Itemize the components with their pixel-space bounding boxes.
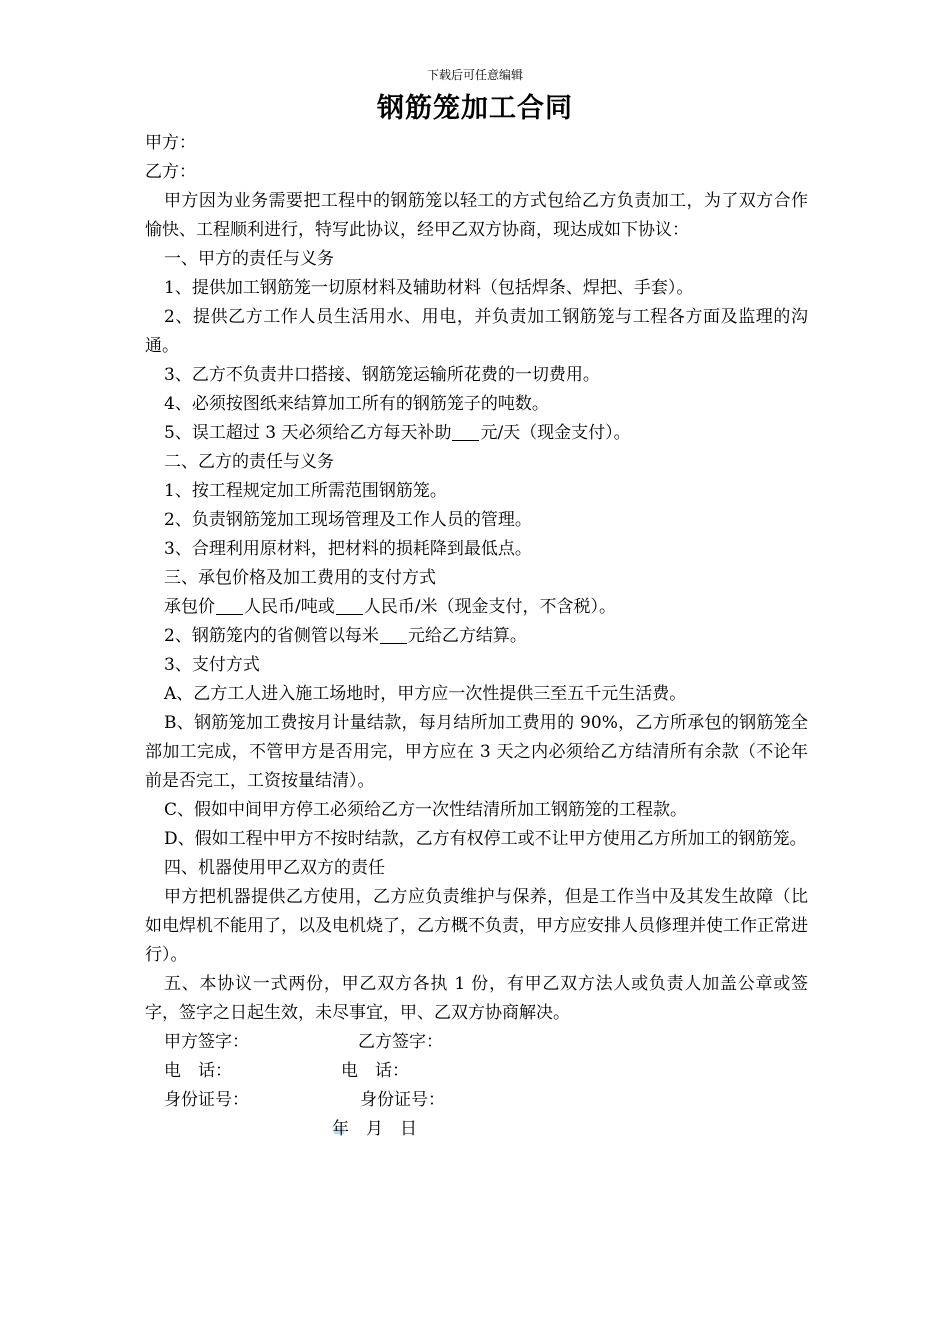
party-b-id-label: 身份证号： — [360, 1090, 445, 1110]
date-line — [332, 1115, 417, 1144]
section-3-item-b: B、钢筋笼加工费按月计量结款，每月结所加工费用的 90%，乙方所承包的钢筋笼全部加工完成，不管甲方是否用完，甲方应在 3 天之内必须给乙方结清所有余款（不论年前是否完工，工资按量结清）。 — [145, 713, 808, 791]
blank-underline — [452, 423, 479, 441]
phone-row — [145, 1057, 808, 1086]
section-3-item-2 — [145, 622, 808, 651]
section-1-item-2: 2、提供乙方工作人员生活用水、用电，并负责加工钢筋笼与工程各方面及监理的沟通。 — [145, 307, 808, 356]
date-label: 年 月 日 — [332, 1119, 417, 1139]
section-1-item-3: 3、乙方不负责井口搭接、钢筋笼运输所花费的一切费用。 — [164, 365, 600, 385]
section-3-item-1 — [145, 593, 808, 622]
section-1-item-5-part-1: 5、误工超过 3 天必须给乙方每天补助 — [164, 423, 452, 443]
section-3-item-1-part-1: 承包价 — [164, 597, 215, 617]
section-1-item-5 — [145, 419, 808, 448]
section-3-item-1-part-3: 人民币/米（现金支付，不含税）。 — [363, 597, 616, 617]
section-1-item-5-part-2: 元/天（现金支付）。 — [480, 423, 631, 443]
section-3-item-1-part-2: 人民币/吨或 — [244, 597, 335, 617]
blank-underline — [380, 626, 407, 644]
section-3-item-d: D、假如工程中甲方不按时结款，乙方有权停工或不让甲方使用乙方所加工的钢筋笼。 — [164, 829, 807, 849]
document-body — [145, 129, 808, 1144]
section-1-item-1: 1、提供加工钢筋笼一切原材料及辅助材料（包括焊条、焊把、手套）。 — [164, 278, 694, 298]
section-3-item-2-part-2: 元给乙方结算。 — [407, 626, 527, 646]
section-1-heading: 一、甲方的责任与义务 — [164, 249, 334, 269]
section-2-item-1: 1、按工程规定加工所需范围钢筋笼。 — [164, 481, 447, 501]
id-row — [145, 1086, 808, 1115]
party-a-phone-label: 电 话： — [164, 1061, 232, 1081]
party-b-signature-label: 乙方签字： — [358, 1032, 443, 1052]
party-b-line: 乙方： — [145, 162, 196, 182]
intro-paragraph: 甲方因为业务需要把工程中的钢筋笼以轻工的方式包给乙方负责加工，为了双方合作愉快、工程顺利进行，特写此协议，经甲乙双方协商，现达成如下协议： — [145, 191, 808, 240]
section-3-heading: 三、承包价格及加工费用的支付方式 — [164, 568, 436, 588]
section-2-item-3: 3、合理利用原材料，把材料的损耗降到最低点。 — [164, 539, 532, 559]
section-3-item-2-part-1: 2、钢筋笼内的省侧管以每米 — [164, 626, 379, 646]
section-3-item-3: 3、支付方式 — [164, 655, 260, 675]
section-4-text: 甲方把机器提供乙方使用，乙方应负责维护与保养，但是工作当中及其发生故障（比如电焊机不能用了，以及电机烧了，乙方概不负责，甲方应安排人员修理并使工作正常进行）。 — [145, 887, 808, 965]
section-2-item-2: 2、负责钢筋笼加工现场管理及工作人员的管理。 — [164, 510, 532, 530]
blank-underline — [216, 597, 243, 615]
party-a-signature-label: 甲方签字： — [164, 1032, 249, 1052]
section-5-text: 五、本协议一式两份，甲乙双方各执 1 份，有甲乙双方法人或负责人加盖公章或签字，签字之日起生效，未尽事宜，甲、乙双方协商解决。 — [145, 974, 808, 1023]
party-b-phone-label: 电 话： — [341, 1061, 409, 1081]
date-row — [145, 1115, 808, 1144]
header-note: 下载后可任意编辑 — [426, 68, 523, 82]
party-a-id-label: 身份证号： — [164, 1090, 249, 1110]
blank-underline — [336, 597, 363, 615]
party-a-line: 甲方： — [145, 133, 196, 153]
section-3-item-c: C、假如中间甲方停工必须给乙方一次性结清所加工钢筋笼的工程款。 — [164, 800, 688, 820]
signature-row — [145, 1028, 808, 1057]
section-1-item-4: 4、必须按图纸来结算加工所有的钢筋笼子的吨数。 — [164, 394, 549, 414]
section-2-heading: 二、乙方的责任与义务 — [164, 452, 334, 472]
document-title: 钢筋笼加工合同 — [377, 93, 573, 124]
section-4-heading: 四、机器使用甲乙双方的责任 — [164, 858, 385, 878]
section-3-item-a: A、乙方工人进入施工场地时，甲方应一次性提供三至五千元生活费。 — [164, 684, 687, 704]
